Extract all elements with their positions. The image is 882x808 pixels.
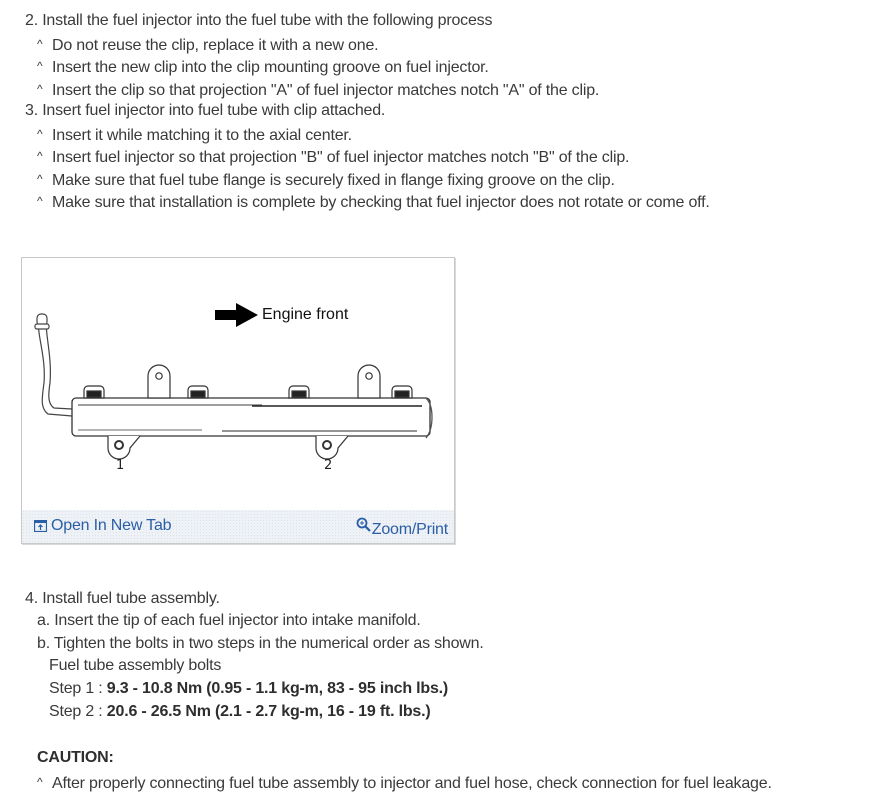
step-3-bullet: ^ Make sure that fuel tube flange is securely fixed in flange fixing groove on the clip. <box>37 169 615 191</box>
engine-front-arrow-icon <box>215 303 258 327</box>
step-2-bullet: ^ Insert the clip so that projection "A" of fuel injector matches notch "A" of the clip. <box>37 79 599 101</box>
bolt-label-1: 1 <box>116 458 125 473</box>
caution-heading: CAUTION: <box>37 749 114 766</box>
zoom-print-link[interactable]: Zoom/Print <box>356 517 448 539</box>
bullet-caret: ^ <box>37 59 43 73</box>
bolts-label: Fuel tube assembly bolts <box>49 657 222 674</box>
step-4-title: 4. Install fuel tube assembly. <box>25 590 220 607</box>
fuel-hose <box>35 314 72 416</box>
step-4-sub-b: b. Tighten the bolts in two steps in the numerical order as shown. <box>37 635 484 652</box>
bolt-label-2: 2 <box>324 458 333 473</box>
fuel-tube-figure <box>21 257 455 544</box>
open-in-new-tab-link[interactable]: Open In New Tab <box>34 517 171 537</box>
fuel-rail <box>72 398 432 438</box>
step-2-title: 2. Install the fuel injector into the fuel tube with the following process <box>25 12 493 29</box>
bullet-caret: ^ <box>37 775 43 789</box>
step-3-bullet: ^ Make sure that installation is complete by checking that fuel injector does not rotate or come off. <box>37 191 710 213</box>
step-2-bullet: ^ Do not reuse the clip, replace it with a new one. <box>37 34 378 56</box>
bullet-caret: ^ <box>37 149 43 163</box>
bolt-bracket <box>108 436 348 459</box>
bullet-caret: ^ <box>37 194 43 208</box>
figure-toolbar <box>22 510 454 543</box>
bullet-caret: ^ <box>37 127 43 141</box>
torque-step-2: Step 2 : 20.6 - 26.5 Nm (2.1 - 2.7 kg-m, 16 - 19 ft. lbs.) <box>49 703 431 720</box>
step-3-bullet: ^ Insert it while matching it to the axial center. <box>37 124 352 146</box>
engine-front-label: Engine front <box>262 306 349 323</box>
step-3-bullet: ^ Insert fuel injector so that projection "B" of fuel injector matches notch "B" of the clip. <box>37 146 629 168</box>
torque-step-1: Step 1 : 9.3 - 10.8 Nm (0.95 - 1.1 kg-m, 83 - 95 inch lbs.) <box>49 680 449 697</box>
caution-bullet: ^ After properly connecting fuel tube assembly to injector and fuel hose, check connection for fuel leakage. <box>37 772 772 794</box>
bullet-caret: ^ <box>37 172 43 186</box>
bullet-caret: ^ <box>37 37 43 51</box>
zoom-magnifier-icon <box>356 517 371 537</box>
step-3-title: 3. Insert fuel injector into fuel tube with clip attached. <box>25 102 386 119</box>
step-4-sub-a: a. Insert the tip of each fuel injector into intake manifold. <box>37 612 421 629</box>
step-2-bullet: ^ Insert the new clip into the clip mounting groove on fuel injector. <box>37 56 489 78</box>
open-new-tab-icon <box>34 519 47 537</box>
fuel-tube-diagram <box>22 258 454 510</box>
bullet-caret: ^ <box>37 82 43 96</box>
mounting-tab <box>148 365 380 398</box>
